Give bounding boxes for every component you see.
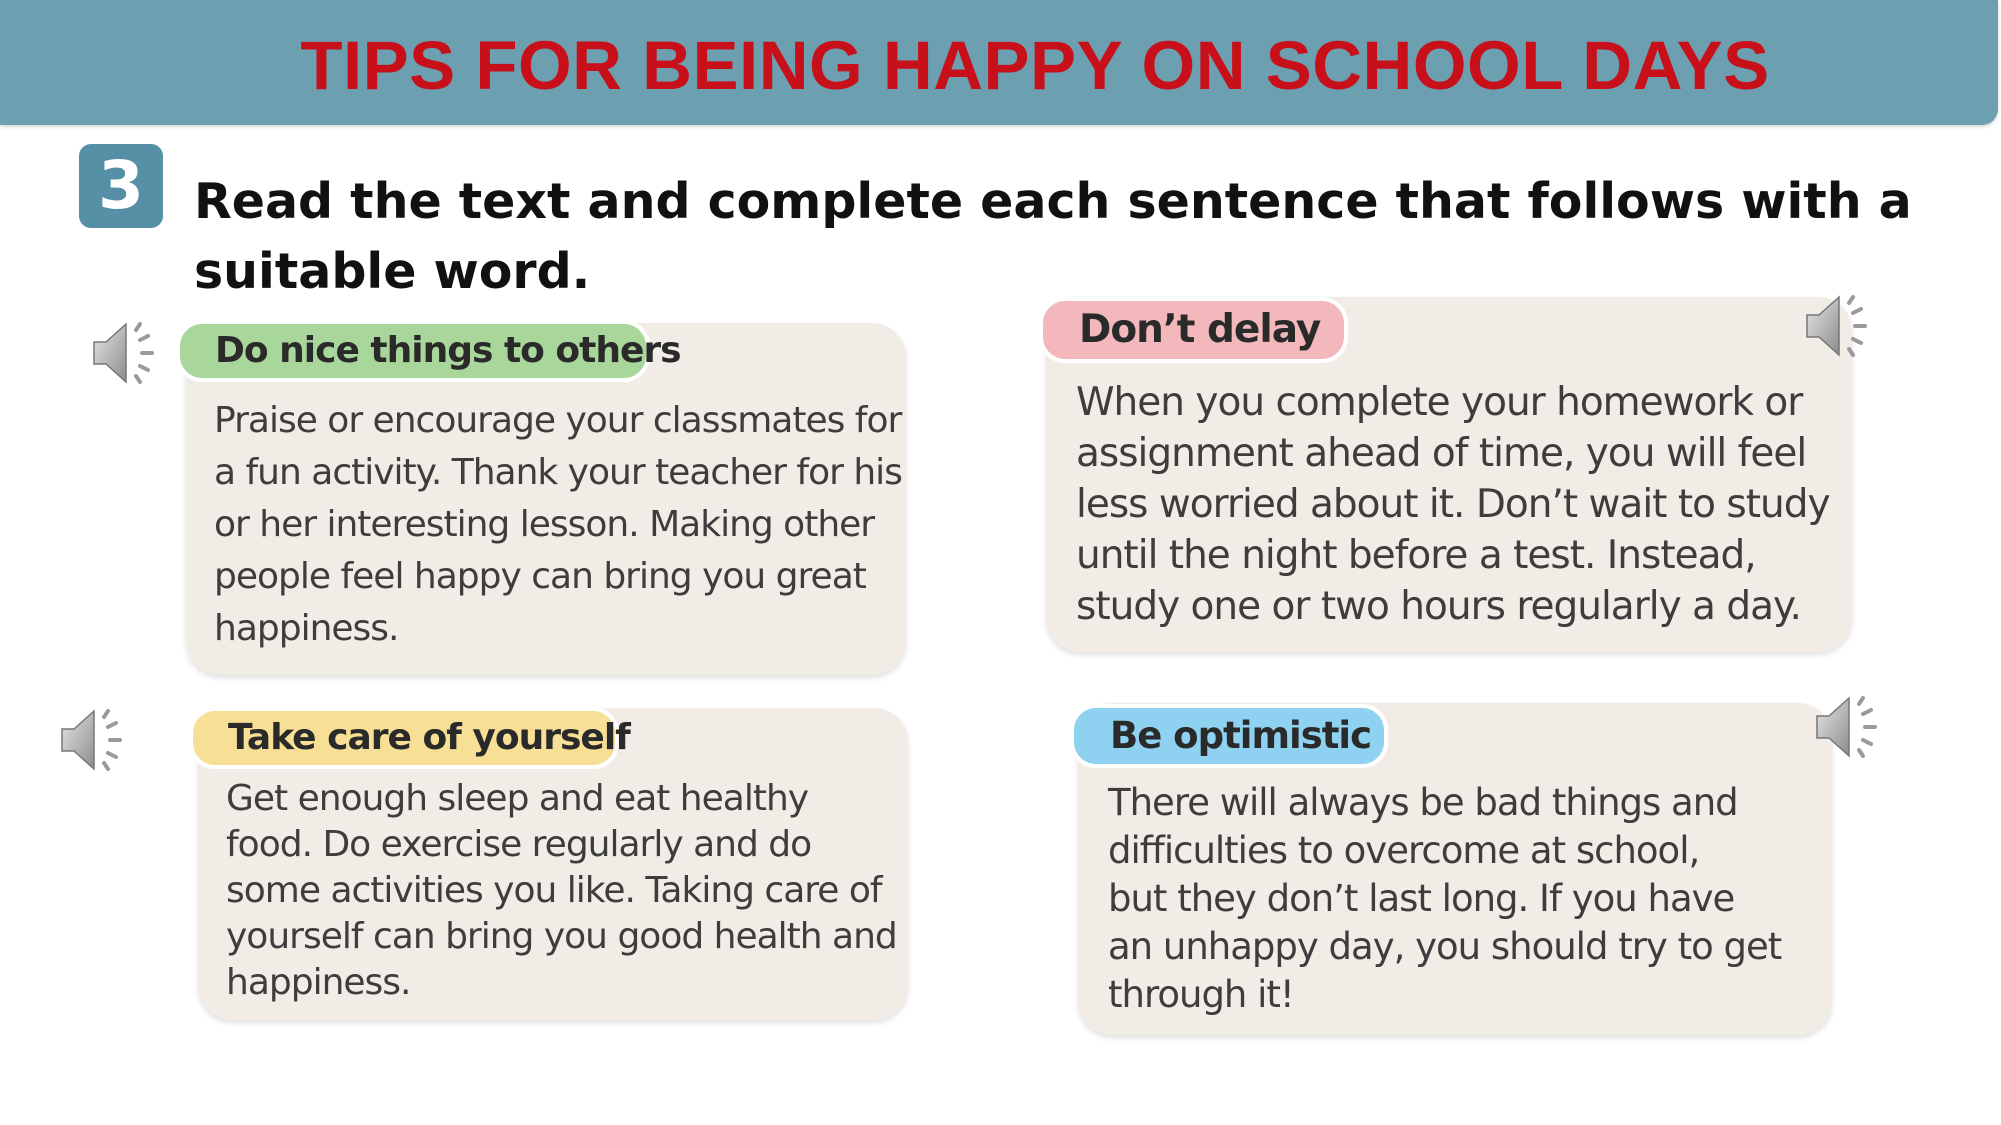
card-line: When you complete your homework or	[1076, 380, 1803, 425]
card-line: happiness.	[226, 962, 411, 1003]
card-line: happiness.	[214, 608, 399, 649]
card-line: study one or two hours regularly a day.	[1076, 584, 1801, 629]
card-line: difficulties to overcome at school,	[1108, 829, 1700, 872]
speaker-icon[interactable]	[1813, 690, 1887, 764]
card-line: less worried about it. Don’t wait to study	[1076, 482, 1830, 527]
card-line: food. Do exercise regularly and do	[226, 824, 812, 865]
card-line: but they don’t last long. If you have	[1108, 877, 1735, 920]
card-line: an unhappy day, you should try to get	[1108, 925, 1782, 968]
card-line: Praise or encourage your classmates for	[214, 400, 902, 441]
exercise-number-badge: 3	[79, 144, 163, 228]
card-line: Get enough sleep and eat healthy	[226, 778, 809, 819]
speaker-icon[interactable]	[1803, 289, 1877, 363]
card-heading: Do nice things to others	[176, 320, 650, 382]
exercise-instruction: Read the text and complete each sentence that follows with a suitable word.	[194, 173, 1912, 300]
card-line: or her interesting lesson. Making other	[214, 504, 875, 545]
card-body	[214, 395, 904, 655]
speaker-icon[interactable]	[90, 316, 164, 390]
card-line: a fun activity. Thank your teacher for his	[214, 452, 902, 493]
speaker-icon[interactable]	[58, 703, 132, 777]
card-line: until the night before a test. Instead,	[1076, 533, 1756, 578]
card-line: through it!	[1108, 973, 1294, 1016]
card-line: assignment ahead of time, you will feel	[1076, 431, 1807, 476]
card-line: some activities you like. Taking care of	[226, 870, 882, 911]
card-body	[1108, 779, 1828, 1019]
card-line: yourself can bring you good health and	[226, 916, 897, 957]
card-heading: Take care of yourself	[189, 707, 619, 769]
card-heading: Be optimistic	[1070, 704, 1388, 768]
page-title: TIPS FOR BEING HAPPY ON SCHOOL DAYS	[300, 27, 1770, 104]
card-heading: Don’t delay	[1039, 297, 1348, 363]
card-line: There will always be bad things and	[1108, 781, 1738, 824]
card-body	[226, 776, 906, 1006]
card-line: people feel happy can bring you great	[214, 556, 866, 597]
card-body	[1076, 377, 1846, 632]
